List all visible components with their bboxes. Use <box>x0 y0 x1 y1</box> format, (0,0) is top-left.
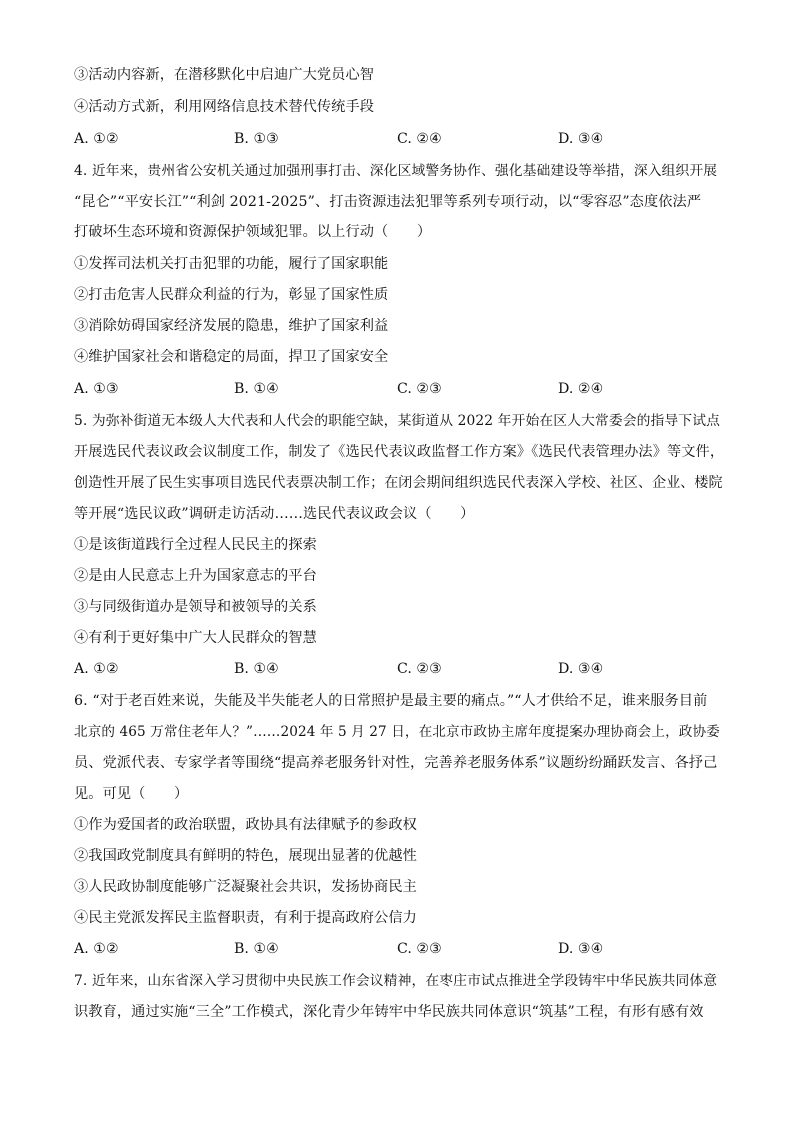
question-5-stem-line-2: 开展选民代表议政会议制度工作，制发了《选民代表议政监督工作方案》《选民代表管理办法》等文件， <box>74 444 725 460</box>
question-7-stem-line-1: 7. 近年来，山东省深入学习贯彻中央民族工作会议精神，在枣庄市试点推进全学段铸牢中华民族共同体意 <box>74 973 718 989</box>
question-5-stem-line-1: 5. 为弥补街道无本级人大代表和人代会的职能空缺，某街道从 2022 年开始在区人大常委会的指导下试点 <box>74 413 720 429</box>
question-4-stem-line-2: “昆仑”“平安长江”“利剑 2021-2025”、打击资源违法犯罪等系列专项行动，以“零容忍”态度依法严 <box>74 194 702 210</box>
question-5-stem-line-4: 等开展“选民议政”调研走访活动……选民代表议政会议（ ） <box>74 506 475 522</box>
option-d: D. ②④ <box>558 381 604 397</box>
options-row <box>74 129 724 149</box>
question-7-stem-line-2: 识教育，通过实施“三全”工作模式，深化青少年铸牢中华民族共同体意识“筑基”工程，有形有感有效 <box>74 1004 704 1020</box>
question-5-statement-1: ①是该街道践行全过程人民民主的探索 <box>74 537 317 553</box>
question-5-statement-3: ③与同级街道办是领导和被领导的关系 <box>74 599 317 615</box>
option-d: D. ③④ <box>558 941 604 957</box>
question-5-stem-line-3: 创造性开展了民生实事项目选民代表票决制工作；在闭会期间组织选民代表深入学校、社区、企业、楼院 <box>74 475 723 491</box>
option-b: B. ①④ <box>234 661 279 677</box>
option-c: C. ②③ <box>397 941 442 957</box>
question-5-statement-2: ②是由人民意志上升为国家意志的平台 <box>74 568 317 584</box>
question-4-stem-line-3: 打破坏生态环境和资源保护领域犯罪。以上行动（ ） <box>74 224 432 240</box>
option-d: D. ③④ <box>558 131 604 147</box>
question-6-stem-line-4: 见。可见（ ） <box>74 786 189 802</box>
question-5-statement-4: ④有利于更好集中广大人民群众的智慧 <box>74 630 317 646</box>
question-5-options <box>74 659 724 679</box>
option-c: C. ②③ <box>397 661 442 677</box>
question-4-statement-2: ②打击危害人民群众利益的行为，彰显了国家性质 <box>74 287 389 303</box>
question-6-stem-line-1: 6. “对于老百姓来说，失能及半失能老人的日常照护是最主要的痛点。”“人才供给不足，谁来服务目前 <box>74 693 708 709</box>
option-b: B. ①④ <box>234 941 279 957</box>
question-6-statement-2: ②我国政党制度具有鲜明的特色，展现出显著的优越性 <box>74 848 417 864</box>
question-4-statement-3: ③消除妨碍国家经济发展的隐患，维护了国家利益 <box>74 318 389 334</box>
question-6-options <box>74 939 724 959</box>
statement-4: ④活动方式新，利用网络信息技术替代传统手段 <box>74 99 375 115</box>
option-b: B. ①④ <box>234 381 279 397</box>
option-c: C. ②③ <box>397 381 442 397</box>
question-6-statement-3: ③人民政协制度能够广泛凝聚社会共识，发扬协商民主 <box>74 879 417 895</box>
question-4-options <box>74 379 724 399</box>
option-c: C. ②④ <box>397 131 442 147</box>
option-b: B. ①③ <box>234 131 279 147</box>
option-a: A. ①② <box>74 661 119 677</box>
option-a: A. ①③ <box>74 381 119 397</box>
question-6-statement-1: ①作为爱国者的政治联盟，政协具有法律赋予的参政权 <box>74 817 417 833</box>
question-6-stem-line-2: 北京的 465 万常住老年人？”……2024 年 5 月 27 日，在北京市政协主席年度提案办理协商会上，政协委 <box>74 724 720 740</box>
question-4-statement-4: ④维护国家社会和谐稳定的局面，捍卫了国家安全 <box>74 349 389 365</box>
question-4-stem-line-1: 4. 近年来，贵州省公安机关通过加强刑事打击、深化区域警务协作、强化基础建设等举措，深入组织开展 <box>74 163 718 179</box>
question-6-stem-line-3: 员、党派代表、专家学者等围绕“提高养老服务针对性，完善养老服务体系”议题纷纷踊跃发言、各抒己 <box>74 755 718 771</box>
question-4-statement-1: ①发挥司法机关打击犯罪的功能，履行了国家职能 <box>74 256 389 272</box>
option-a: A. ①② <box>74 941 119 957</box>
option-a: A. ①② <box>74 131 119 147</box>
option-d: D. ③④ <box>558 661 604 677</box>
statement-3: ③活动内容新，在潜移默化中启迪广大党员心智 <box>74 67 375 83</box>
question-6-statement-4: ④民主党派发挥民主监督职责，有利于提高政府公信力 <box>74 910 417 926</box>
